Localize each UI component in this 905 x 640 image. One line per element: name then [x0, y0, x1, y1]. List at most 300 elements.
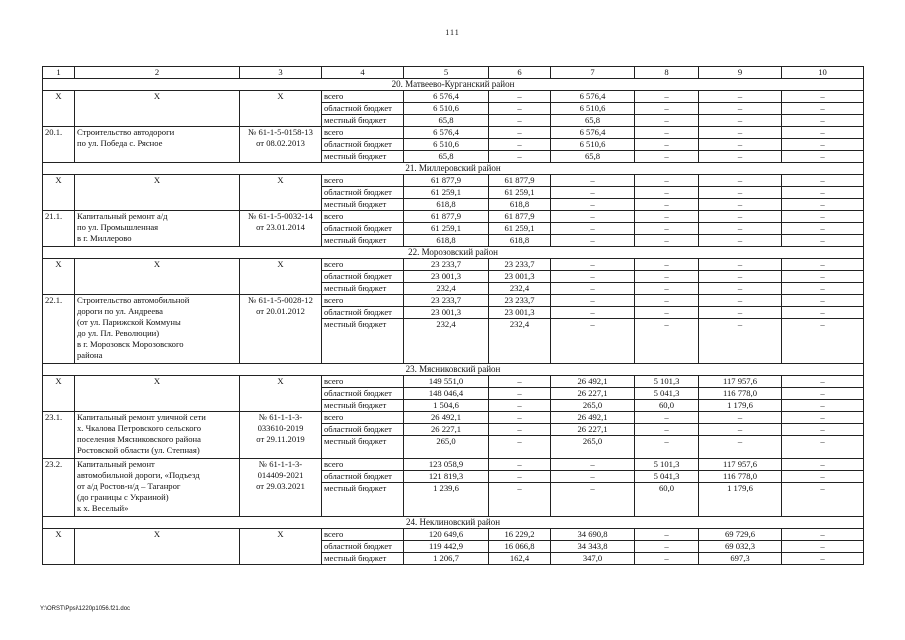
object-name: [75, 259, 240, 295]
value-cell: –: [782, 187, 864, 199]
value-cell: –: [489, 151, 551, 163]
value-cell: –: [782, 115, 864, 127]
value-cell: 26 227,1: [551, 388, 635, 400]
object-name-line: (до границы с Украиной): [77, 492, 169, 502]
value-cell: –: [635, 307, 699, 319]
document-reference: [240, 529, 322, 565]
budget-table: [42, 66, 864, 565]
object-name-line: по ул. Промышленная: [77, 222, 159, 232]
value-cell: –: [635, 223, 699, 235]
value-cell: –: [551, 235, 635, 247]
object-name-line: х. Чкалова Петровского сельского: [77, 423, 202, 433]
object-name-line: Строительство автодороги: [77, 127, 175, 137]
value-cell: –: [635, 541, 699, 553]
value-cell: 61 259,1: [489, 187, 551, 199]
value-cell: 69 032,3: [699, 541, 782, 553]
value-cell: –: [551, 223, 635, 235]
value-cell: –: [699, 199, 782, 211]
column-number: 4: [322, 67, 404, 79]
value-cell: –: [635, 187, 699, 199]
value-cell: –: [699, 103, 782, 115]
value-cell: 23 233,7: [489, 259, 551, 271]
value-cell: –: [699, 271, 782, 283]
value-cell: –: [551, 295, 635, 307]
object-name-line: района: [77, 350, 103, 360]
value-cell: 6 576,4: [551, 127, 635, 139]
item-number: [43, 295, 75, 364]
value-cell: 149 551,0: [404, 376, 489, 388]
object-name: [75, 529, 240, 565]
value-cell: –: [782, 483, 864, 517]
value-cell: –: [699, 139, 782, 151]
value-cell: –: [699, 319, 782, 364]
value-cell: –: [635, 259, 699, 271]
item-number: [43, 91, 75, 127]
table-row: [43, 529, 864, 541]
table-row: [43, 211, 864, 223]
section-row: [43, 79, 864, 91]
value-cell: –: [635, 199, 699, 211]
funding-source-label: всего: [322, 529, 404, 541]
value-cell: 61 259,1: [404, 187, 489, 199]
value-cell: –: [551, 459, 635, 471]
column-number: 8: [635, 67, 699, 79]
value-cell: 61 259,1: [489, 223, 551, 235]
value-cell: –: [489, 376, 551, 388]
object-name: [75, 459, 240, 517]
value-cell: –: [782, 471, 864, 483]
value-cell: –: [782, 151, 864, 163]
document-reference-line: № 61-1-5-0032-14: [248, 211, 313, 221]
item-number: [43, 127, 75, 163]
value-cell: –: [699, 223, 782, 235]
value-cell: 60,0: [635, 483, 699, 517]
item-number-text: 22.1.: [45, 295, 63, 305]
object-name: [75, 91, 240, 127]
value-cell: 23 233,7: [489, 295, 551, 307]
value-cell: –: [699, 127, 782, 139]
value-cell: –: [782, 271, 864, 283]
funding-source-label: всего: [322, 459, 404, 471]
object-name-line: Ростовской области (ул. Степная): [77, 445, 200, 455]
value-cell: 265,0: [551, 436, 635, 459]
value-cell: 60,0: [635, 400, 699, 412]
value-cell: –: [782, 412, 864, 424]
value-cell: –: [551, 307, 635, 319]
value-cell: –: [489, 388, 551, 400]
value-cell: –: [635, 103, 699, 115]
object-name-line: Х: [153, 529, 161, 539]
table-row: [43, 295, 864, 307]
value-cell: –: [699, 283, 782, 295]
value-cell: –: [782, 91, 864, 103]
value-cell: –: [699, 259, 782, 271]
item-number-text: 20.1.: [45, 127, 63, 137]
value-cell: 16 066,8: [489, 541, 551, 553]
document-reference-line: от 20.01.2012: [256, 306, 305, 316]
value-cell: 23 233,7: [404, 259, 489, 271]
value-cell: –: [635, 412, 699, 424]
value-cell: –: [635, 151, 699, 163]
document-reference: [240, 295, 322, 364]
funding-source-label: всего: [322, 175, 404, 187]
value-cell: –: [635, 529, 699, 541]
value-cell: –: [782, 103, 864, 115]
value-cell: –: [782, 388, 864, 400]
value-cell: –: [699, 436, 782, 459]
document-reference-line: Х: [277, 91, 284, 101]
value-cell: 697,3: [699, 553, 782, 565]
document-reference-line: № 61-1-1-3-: [258, 459, 303, 469]
document-reference-line: Х: [277, 529, 284, 539]
document-reference-line: Х: [277, 259, 284, 269]
value-cell: 1 239,6: [404, 483, 489, 517]
object-name-line: (от ул. Парижской Коммуны: [77, 317, 181, 327]
object-name: [75, 127, 240, 163]
value-cell: –: [489, 91, 551, 103]
funding-source-label: всего: [322, 259, 404, 271]
column-number: 3: [240, 67, 322, 79]
value-cell: 618,8: [489, 235, 551, 247]
value-cell: 117 957,6: [699, 459, 782, 471]
object-name-line: Строительство автомобильной: [77, 295, 190, 305]
document-reference-line: № 61-1-5-0028-12: [248, 295, 313, 305]
value-cell: 34 343,8: [551, 541, 635, 553]
value-cell: –: [635, 283, 699, 295]
value-cell: –: [699, 151, 782, 163]
page-number: 111: [445, 28, 460, 37]
item-number: [43, 459, 75, 517]
value-cell: 6 576,4: [404, 91, 489, 103]
value-cell: –: [551, 471, 635, 483]
value-cell: –: [551, 483, 635, 517]
item-number-text: Х: [55, 376, 62, 386]
column-number: 7: [551, 67, 635, 79]
value-cell: –: [635, 115, 699, 127]
value-cell: 1 206,7: [404, 553, 489, 565]
value-cell: –: [699, 211, 782, 223]
document-reference: [240, 91, 322, 127]
value-cell: 26 227,1: [551, 424, 635, 436]
value-cell: –: [635, 271, 699, 283]
item-number: [43, 175, 75, 211]
value-cell: 61 877,9: [489, 211, 551, 223]
value-cell: –: [699, 412, 782, 424]
value-cell: –: [782, 319, 864, 364]
document-reference-line: от 29.11.2019: [256, 434, 305, 444]
value-cell: –: [782, 553, 864, 565]
value-cell: –: [699, 235, 782, 247]
value-cell: 23 001,3: [404, 307, 489, 319]
object-name: [75, 211, 240, 247]
document-reference-line: от 23.01.2014: [256, 222, 305, 232]
item-number-text: 23.2.: [45, 459, 63, 469]
funding-source-label: всего: [322, 295, 404, 307]
document-reference-line: от 29.03.2021: [256, 481, 305, 491]
value-cell: –: [635, 175, 699, 187]
value-cell: 23 001,3: [404, 271, 489, 283]
value-cell: –: [782, 307, 864, 319]
value-cell: –: [635, 235, 699, 247]
value-cell: –: [489, 424, 551, 436]
value-cell: 23 001,3: [489, 271, 551, 283]
value-cell: –: [782, 283, 864, 295]
column-number: 6: [489, 67, 551, 79]
document-reference-line: № 61-1-1-3-: [258, 412, 303, 422]
object-name-line: от а/д Ростов-н/д – Таганрог: [77, 481, 181, 491]
value-cell: –: [489, 412, 551, 424]
value-cell: –: [699, 91, 782, 103]
value-cell: –: [782, 199, 864, 211]
object-name-line: автомобильной дороги, «Подъезд: [77, 470, 200, 480]
value-cell: –: [489, 400, 551, 412]
item-number-text: Х: [55, 175, 62, 185]
table-row: [43, 412, 864, 424]
funding-source-label: всего: [322, 127, 404, 139]
table-row: [43, 175, 864, 187]
table-row: [43, 459, 864, 471]
document-reference: [240, 412, 322, 459]
funding-source-label: областной бюджет: [322, 271, 404, 283]
value-cell: –: [635, 211, 699, 223]
object-name: [75, 295, 240, 364]
value-cell: –: [551, 175, 635, 187]
value-cell: –: [782, 127, 864, 139]
value-cell: –: [699, 295, 782, 307]
value-cell: –: [782, 436, 864, 459]
funding-source-label: местный бюджет: [322, 199, 404, 211]
value-cell: 26 492,1: [551, 376, 635, 388]
value-cell: 148 046,4: [404, 388, 489, 400]
funding-source-label: областной бюджет: [322, 103, 404, 115]
item-number: [43, 412, 75, 459]
value-cell: 6 576,4: [551, 91, 635, 103]
funding-source-label: всего: [322, 376, 404, 388]
value-cell: –: [782, 211, 864, 223]
value-cell: –: [489, 471, 551, 483]
funding-source-label: местный бюджет: [322, 235, 404, 247]
value-cell: 26 492,1: [404, 412, 489, 424]
value-cell: 61 877,9: [404, 211, 489, 223]
item-number: [43, 376, 75, 412]
item-number-text: 23.1.: [45, 412, 63, 422]
document-reference: [240, 175, 322, 211]
value-cell: –: [635, 139, 699, 151]
value-cell: 5 041,3: [635, 388, 699, 400]
document-reference: [240, 376, 322, 412]
funding-source-label: областной бюджет: [322, 388, 404, 400]
value-cell: 618,8: [404, 199, 489, 211]
value-cell: 1 504,6: [404, 400, 489, 412]
document-reference: [240, 259, 322, 295]
value-cell: –: [551, 259, 635, 271]
table-row: [43, 376, 864, 388]
value-cell: –: [489, 436, 551, 459]
value-cell: –: [551, 187, 635, 199]
footer-file-path: Y:\ORST\Ppsi\1220p1056.f21.doc: [40, 606, 131, 612]
document-reference-line: Х: [277, 175, 284, 185]
value-cell: 618,8: [489, 199, 551, 211]
value-cell: 6 510,6: [551, 139, 635, 151]
value-cell: 61 877,9: [489, 175, 551, 187]
value-cell: 232,4: [404, 319, 489, 364]
value-cell: –: [782, 139, 864, 151]
item-number-text: Х: [55, 91, 62, 101]
object-name-line: дороги по ул. Андреева: [77, 306, 163, 316]
value-cell: –: [782, 376, 864, 388]
object-name-line: поселения Мясниковского района: [77, 434, 201, 444]
value-cell: 1 179,6: [699, 400, 782, 412]
value-cell: –: [551, 283, 635, 295]
document-reference: [240, 459, 322, 517]
value-cell: –: [699, 307, 782, 319]
item-number: [43, 211, 75, 247]
funding-source-label: всего: [322, 91, 404, 103]
value-cell: 1 179,6: [699, 483, 782, 517]
value-cell: 6 510,6: [551, 103, 635, 115]
value-cell: 6 510,6: [404, 103, 489, 115]
value-cell: 26 227,1: [404, 424, 489, 436]
value-cell: –: [782, 259, 864, 271]
funding-source-label: местный бюджет: [322, 115, 404, 127]
value-cell: 116 778,0: [699, 471, 782, 483]
value-cell: 16 229,2: [489, 529, 551, 541]
value-cell: 5 101,3: [635, 459, 699, 471]
funding-source-label: областной бюджет: [322, 307, 404, 319]
object-name-line: Х: [153, 91, 161, 101]
object-name: [75, 412, 240, 459]
document-reference-line: Х: [277, 376, 284, 386]
section-title: 21. Миллеровский район: [43, 163, 864, 175]
funding-source-label: всего: [322, 412, 404, 424]
value-cell: 5 101,3: [635, 376, 699, 388]
value-cell: –: [489, 459, 551, 471]
value-cell: –: [635, 91, 699, 103]
value-cell: –: [635, 436, 699, 459]
funding-source-label: местный бюджет: [322, 400, 404, 412]
value-cell: 232,4: [489, 319, 551, 364]
value-cell: 69 729,6: [699, 529, 782, 541]
column-number: 1: [43, 67, 75, 79]
value-cell: –: [635, 424, 699, 436]
section-row: [43, 364, 864, 376]
funding-source-label: всего: [322, 211, 404, 223]
object-name-line: к х. Веселый»: [77, 503, 129, 513]
funding-source-label: областной бюджет: [322, 223, 404, 235]
column-number: 10: [782, 67, 864, 79]
value-cell: –: [782, 424, 864, 436]
value-cell: –: [489, 127, 551, 139]
funding-source-label: местный бюджет: [322, 283, 404, 295]
value-cell: –: [782, 400, 864, 412]
table-row: [43, 91, 864, 103]
value-cell: 117 957,6: [699, 376, 782, 388]
value-cell: –: [489, 139, 551, 151]
value-cell: 65,8: [551, 151, 635, 163]
value-cell: –: [635, 127, 699, 139]
section-title: 23. Мясниковский район: [43, 364, 864, 376]
value-cell: –: [782, 223, 864, 235]
item-number: [43, 529, 75, 565]
object-name: [75, 175, 240, 211]
section-row: [43, 163, 864, 175]
value-cell: –: [551, 271, 635, 283]
section-row: [43, 247, 864, 259]
section-title: 22. Морозовский район: [43, 247, 864, 259]
section-title: 20. Матвеево-Курганский район: [43, 79, 864, 91]
item-number-text: Х: [55, 259, 62, 269]
value-cell: –: [489, 115, 551, 127]
funding-source-label: местный бюджет: [322, 436, 404, 459]
item-number: [43, 259, 75, 295]
value-cell: –: [782, 295, 864, 307]
value-cell: –: [551, 319, 635, 364]
funding-source-label: областной бюджет: [322, 187, 404, 199]
funding-source-label: областной бюджет: [322, 424, 404, 436]
column-number-row: [43, 67, 864, 79]
object-name-line: Капитальный ремонт: [77, 459, 155, 469]
object-name-line: Х: [153, 376, 161, 386]
object-name-line: по ул. Победа с. Рясное: [77, 138, 163, 148]
value-cell: 61 877,9: [404, 175, 489, 187]
value-cell: 23 001,3: [489, 307, 551, 319]
value-cell: 347,0: [551, 553, 635, 565]
object-name-line: Х: [153, 259, 161, 269]
value-cell: –: [551, 211, 635, 223]
value-cell: 116 778,0: [699, 388, 782, 400]
document-reference-line: № 61-1-5-0158-13: [248, 127, 313, 137]
column-number: 2: [75, 67, 240, 79]
table-row: [43, 259, 864, 271]
item-number-text: 21.1.: [45, 211, 63, 221]
object-name-line: до ул. Пл. Революции): [77, 328, 160, 338]
item-number-text: Х: [55, 529, 62, 539]
value-cell: 265,0: [551, 400, 635, 412]
value-cell: 618,8: [404, 235, 489, 247]
value-cell: 61 259,1: [404, 223, 489, 235]
table-row: [43, 127, 864, 139]
value-cell: 121 819,3: [404, 471, 489, 483]
value-cell: –: [699, 424, 782, 436]
value-cell: 232,4: [489, 283, 551, 295]
column-number: 9: [699, 67, 782, 79]
section-title: 24. Неклиновский район: [43, 517, 864, 529]
value-cell: –: [782, 235, 864, 247]
value-cell: 5 041,3: [635, 471, 699, 483]
value-cell: 34 690,8: [551, 529, 635, 541]
document-reference: [240, 127, 322, 163]
funding-source-label: местный бюджет: [322, 553, 404, 565]
value-cell: 162,4: [489, 553, 551, 565]
column-number: 5: [404, 67, 489, 79]
value-cell: –: [489, 103, 551, 115]
funding-source-label: местный бюджет: [322, 319, 404, 364]
value-cell: 65,8: [404, 115, 489, 127]
value-cell: 119 442,9: [404, 541, 489, 553]
document-reference: [240, 211, 322, 247]
value-cell: 6 576,4: [404, 127, 489, 139]
value-cell: –: [782, 459, 864, 471]
value-cell: –: [635, 295, 699, 307]
funding-source-label: областной бюджет: [322, 541, 404, 553]
value-cell: –: [489, 483, 551, 517]
object-name-line: в г. Морозовск Морозовского: [77, 339, 184, 349]
funding-source-label: местный бюджет: [322, 483, 404, 517]
object-name-line: Капитальный ремонт а/д: [77, 211, 168, 221]
value-cell: 232,4: [404, 283, 489, 295]
value-cell: –: [635, 319, 699, 364]
section-row: [43, 517, 864, 529]
